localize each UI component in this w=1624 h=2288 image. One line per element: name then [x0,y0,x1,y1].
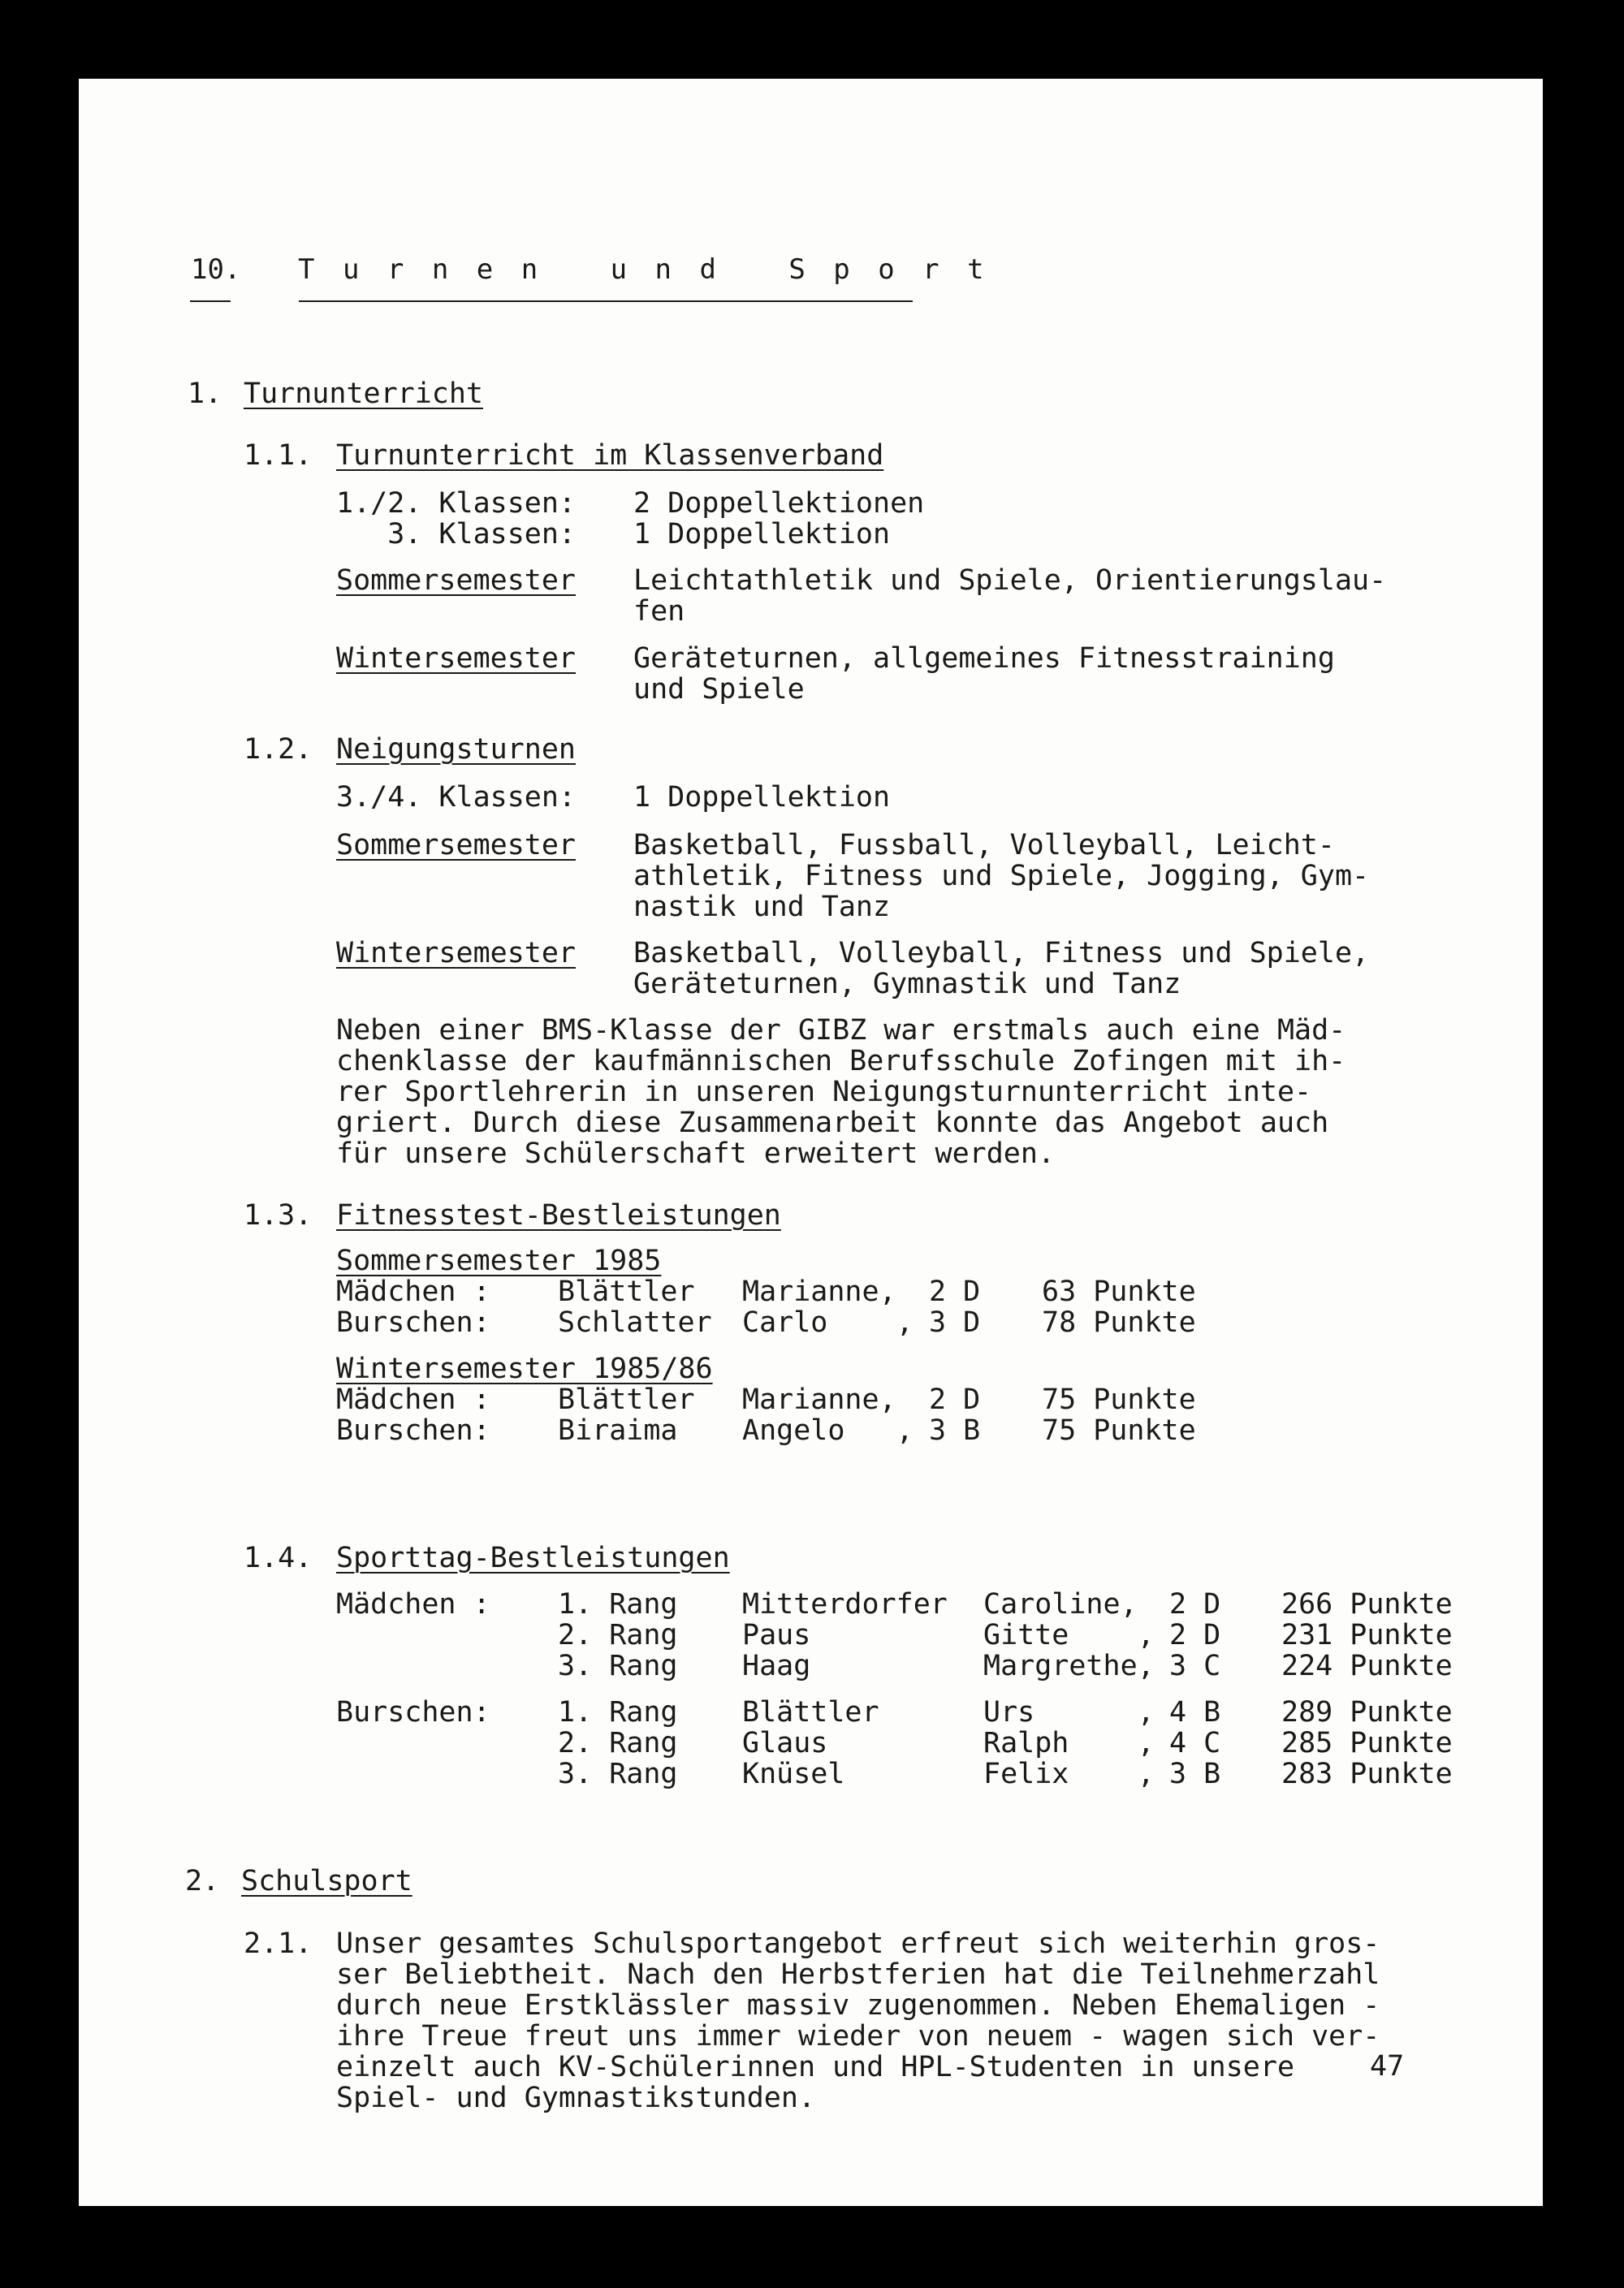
s13-gender: Burschen: [336,1306,490,1339]
s13-firstname: Carlo , [742,1306,914,1339]
s14-title: Sporttag-Bestleistungen [336,1542,730,1574]
s13-points: 75 Punkte [1042,1414,1196,1447]
page-number: 47 [1370,2050,1405,2083]
s14-class: 2 D [1169,1588,1221,1621]
text-line: Unser gesamtes Schulsportangebot erfreut sich weiterhin gros- [336,1928,1380,1960]
text-line: chenklasse der kaufmännischen Berufsschule Zofingen mit ih- [336,1045,1346,1077]
s14-points: 231 Punkte [1281,1619,1453,1651]
text-line: Basketball, Volleyball, Fitness und Spiele, [633,937,1370,969]
s14-number: 1.4. [244,1542,313,1574]
s21-number: 2.1. [244,1928,313,1960]
s14-rank: 1. Rang [558,1588,678,1621]
s21-paragraph [336,1928,1380,2113]
heading-number: 10. [191,253,241,286]
text-line: nastik und Tanz [633,891,891,923]
section2-number: 2. [185,1865,220,1897]
s13-lastname: Blättler [558,1384,695,1416]
s12-winter-text [633,938,1369,999]
s14-lastname: Haag [742,1650,811,1682]
s14-rank: 1. Rang [558,1696,678,1729]
text-line: athletik, Fitness und Spiele, Jogging, Gym- [633,860,1370,892]
s13-points: 75 Punkte [1042,1384,1196,1416]
s14-firstname: Gitte , [983,1619,1155,1651]
s13-points: 78 Punkte [1042,1306,1196,1339]
s13-class: 2 D [929,1384,981,1416]
s13-class: 3 D [929,1306,981,1339]
s14-lastname: Paus [742,1619,811,1651]
text-line: ihre Treue freut uns immer wieder von neuem - wagen sich ver- [336,2020,1380,2053]
s14-rank: 2. Rang [558,1727,678,1759]
s12-row-label: 3./4. Klassen: [336,781,577,814]
s14-rank: 3. Rang [558,1650,678,1682]
s12-winter-label: Wintersemester [336,937,577,969]
text-line: einzelt auch KV-Schülerinnen und HPL-Studenten in unsere [336,2051,1295,2083]
text-line: griert. Durch diese Zusammenarbeit konnte das Angebot auch [336,1107,1329,1139]
s14-points: 285 Punkte [1281,1727,1453,1759]
s11-sommer-text [633,565,1386,627]
s11-sommer-label: Sommersemester [336,564,577,597]
s11-row-value: 2 Doppellektionen [633,487,925,520]
s13-gender: Mädchen : [336,1384,490,1416]
heading-number-rule [190,300,231,302]
text-line: für unsere Schülerschaft erweitert werden. [336,1138,1056,1170]
text-line: und Spiele [633,673,805,706]
s14-lastname: Blättler [742,1696,879,1729]
heading-title: T u r n e n u n d S p o r t [298,253,990,286]
text-line: ser Beliebtheit. Nach den Herbstferien hat die Teilnehmerzahl [336,1958,1380,1991]
text-line: durch neue Erstklässler massiv zugenommen. Neben Ehemaligen - [336,1989,1380,2022]
s11-row-label: 1./2. Klassen: [336,487,577,520]
s14-gender: Mädchen : [336,1588,490,1621]
s13-lastname: Schlatter [558,1306,712,1339]
s11-row-label: 3. Klassen: [336,518,577,550]
s13-group-heading: Sommersemester 1985 [336,1245,662,1277]
s13-gender: Burschen: [336,1414,490,1447]
document-page [79,79,1543,2206]
s13-gender: Mädchen : [336,1276,490,1308]
s12-title: Neigungsturnen [336,733,577,766]
s13-class: 3 B [929,1414,981,1447]
s13-points: 63 Punkte [1042,1276,1196,1308]
s14-lastname: Glaus [742,1727,828,1759]
s14-class: 4 C [1169,1727,1221,1759]
s13-number: 1.3. [244,1199,313,1232]
s13-firstname: Marianne, [742,1384,896,1416]
s13-lastname: Blättler [558,1276,695,1308]
s11-row-value: 1 Doppellektion [633,518,891,550]
s14-firstname: Felix , [983,1758,1155,1790]
text-line: Basketball, Fussball, Volleyball, Leicht- [633,829,1335,861]
s14-firstname: Ralph , [983,1727,1155,1759]
text-line: Leichtathletik und Spiele, Orientierungslau- [633,564,1387,597]
section2-title: Schulsport [241,1865,412,1897]
s14-class: 2 D [1169,1619,1221,1651]
s14-firstname: Urs , [983,1696,1155,1729]
s14-points: 266 Punkte [1281,1588,1453,1621]
s13-firstname: Marianne, [742,1276,896,1308]
heading-title-rule [299,300,913,302]
s13-title: Fitnesstest-Bestleistungen [336,1199,781,1232]
s14-points: 283 Punkte [1281,1758,1453,1790]
s14-rank: 3. Rang [558,1758,678,1790]
s12-sommer-label: Sommersemester [336,829,577,861]
s14-firstname: Caroline, [983,1588,1138,1621]
s14-gender: Burschen: [336,1696,490,1729]
s13-lastname: Biraima [558,1414,678,1447]
s14-points: 224 Punkte [1281,1650,1453,1682]
s13-class: 2 D [929,1276,981,1308]
s11-winter-label: Wintersemester [336,642,577,675]
s14-lastname: Knüsel [742,1758,845,1790]
s11-title: Turnunterricht im Klassenverband [336,439,884,472]
s14-rank: 2. Rang [558,1619,678,1651]
s12-row-value: 1 Doppellektion [633,781,891,814]
s14-class: 3 C [1169,1650,1221,1682]
s14-class: 3 B [1169,1758,1221,1790]
s13-firstname: Angelo , [742,1414,914,1447]
section1-title: Turnunterricht [244,378,484,410]
s12-sommer-text [633,830,1369,922]
text-line: Geräteturnen, allgemeines Fitnesstraining [633,642,1335,675]
s14-class: 4 B [1169,1696,1221,1729]
s14-lastname: Mitterdorfer [742,1588,948,1621]
section1-number: 1. [188,378,222,410]
s14-points: 289 Punkte [1281,1696,1453,1729]
text-line: Neben einer BMS-Klasse der GIBZ war erstmals auch eine Mäd- [336,1014,1346,1047]
text-line: rer Sportlehrerin in unseren Neigungsturnunterricht inte- [336,1076,1312,1108]
text-line: Geräteturnen, Gymnastik und Tanz [633,968,1181,1000]
text-line: fen [633,595,685,628]
s12-number: 1.2. [244,733,313,766]
s13-group-heading: Wintersemester 1985/86 [336,1353,713,1385]
s11-number: 1.1. [244,439,313,472]
s12-paragraph [336,1015,1345,1169]
text-line: Spiel- und Gymnastikstunden. [336,2082,816,2114]
s11-winter-text [633,643,1335,705]
s14-firstname: Margrethe, [983,1650,1155,1682]
